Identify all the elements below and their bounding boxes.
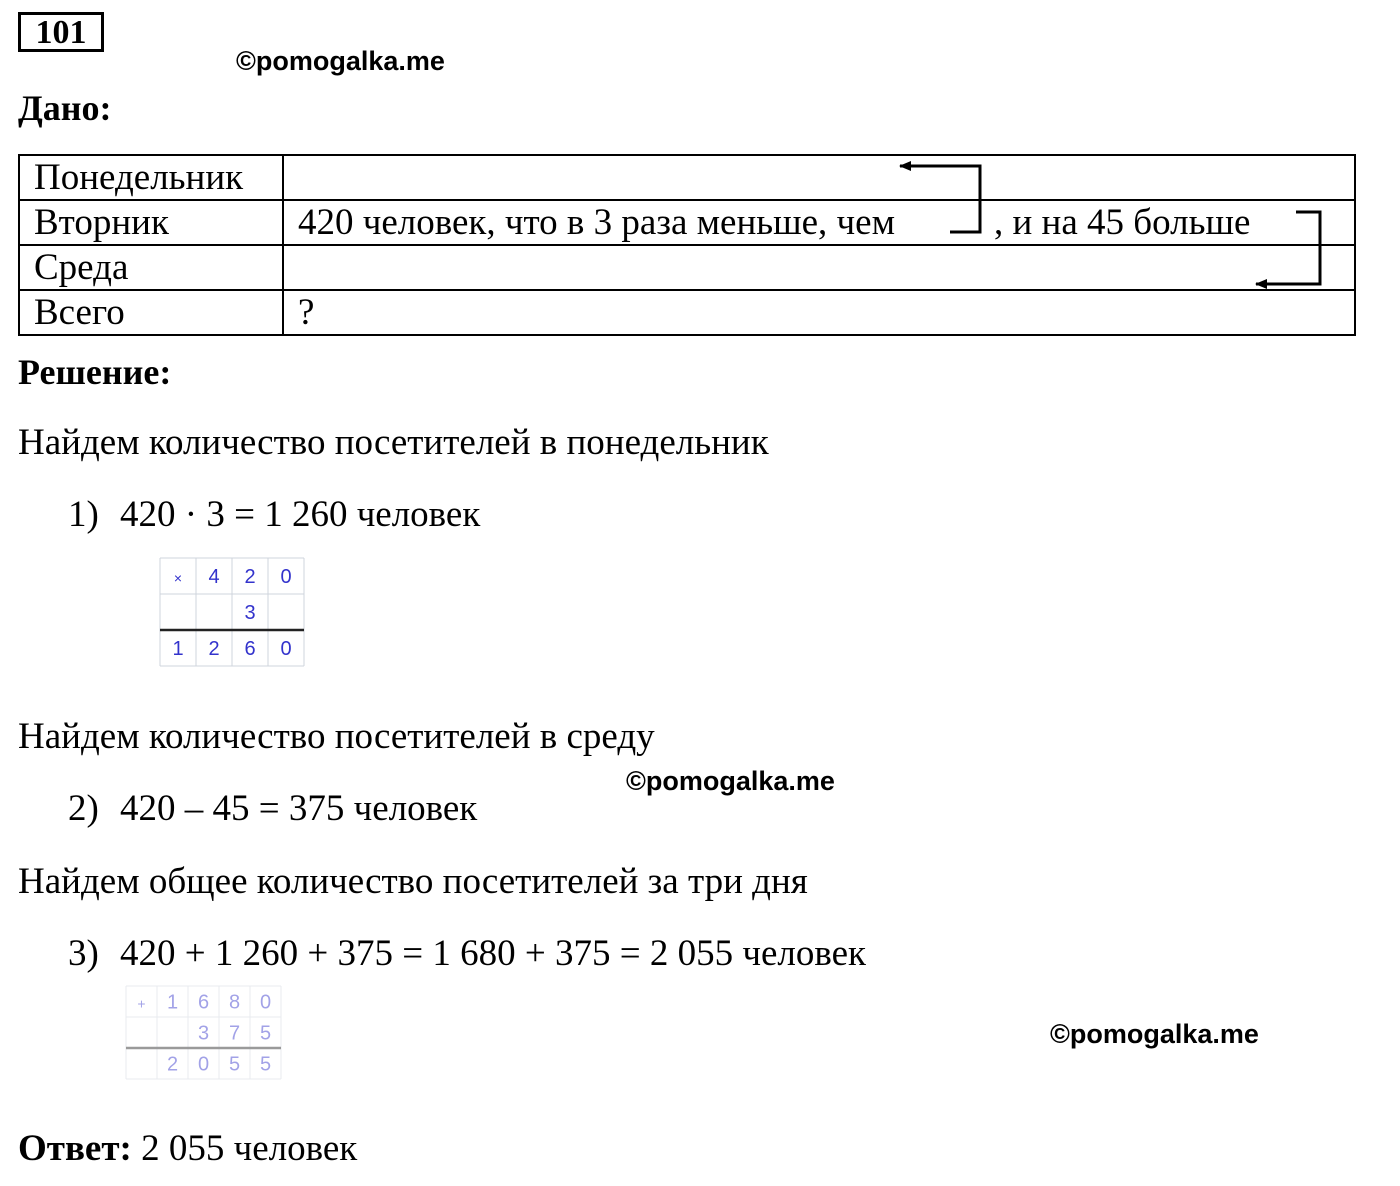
given-heading: Дано: <box>18 88 112 128</box>
digit: 1 <box>172 638 184 660</box>
step-3-number: 3) <box>68 933 99 974</box>
digit: 4 <box>208 566 220 588</box>
answer-line <box>18 1128 357 1170</box>
digit: 2 <box>208 638 220 660</box>
digit: 8 <box>228 991 241 1014</box>
answer-label: Ответ: <box>18 1128 132 1169</box>
day-cell: Среда <box>19 245 283 290</box>
watermark: ©pomogalka.me <box>626 766 835 796</box>
digit: 3 <box>244 602 256 624</box>
comparison-arrows <box>0 0 1400 400</box>
digit: 2 <box>166 1053 179 1076</box>
step-3-text: Найдем общее количество посетителей за три дня <box>18 861 808 902</box>
step-1-expression: 420 · 3 = 1 260 человек <box>120 494 481 535</box>
digit: 5 <box>259 1053 272 1076</box>
info-text: 420 человек, что в 3 раза меньше, чем <box>298 202 895 243</box>
info-cell: ? <box>283 290 1355 335</box>
arrow-to-wednesday <box>1256 212 1320 284</box>
digit: 0 <box>280 566 292 588</box>
step-2-expression: 420 – 45 = 375 человек <box>120 788 478 829</box>
digit: 1 <box>166 991 179 1014</box>
watermark: ©pomogalka.me <box>1050 1019 1259 1049</box>
digit: 7 <box>228 1022 241 1045</box>
digit: 3 <box>197 1022 210 1045</box>
digit: 5 <box>259 1022 272 1045</box>
answer-value: 2 055 человек <box>141 1128 358 1169</box>
step-3-expression: 420 + 1 260 + 375 = 1 680 + 375 = 2 055 человек <box>120 933 866 974</box>
digit: 0 <box>280 638 292 660</box>
step-2-text: Найдем количество посетителей в среду <box>18 716 655 757</box>
info-text-tail: , и на 45 больше <box>994 202 1251 243</box>
digit: 0 <box>197 1053 210 1076</box>
digit: × <box>173 570 183 586</box>
watermark: ©pomogalka.me <box>236 46 445 76</box>
digit: + <box>137 995 146 1012</box>
digit: 6 <box>244 638 256 660</box>
day-cell: Всего <box>19 290 283 335</box>
arrow-to-monday <box>900 166 980 232</box>
day-cell: Понедельник <box>19 155 283 200</box>
solution-heading: Решение: <box>18 352 172 392</box>
digit: 6 <box>197 991 210 1014</box>
column-addition <box>126 986 286 1084</box>
digit: 5 <box>228 1053 241 1076</box>
column-multiplication <box>160 558 306 670</box>
problem-number: 101 <box>18 12 104 52</box>
digit: 2 <box>244 566 256 588</box>
step-1-text: Найдем количество посетителей в понедельник <box>18 422 769 463</box>
step-1-number: 1) <box>68 494 99 535</box>
step-2-number: 2) <box>68 788 99 829</box>
day-cell: Вторник <box>19 200 283 245</box>
digit: 0 <box>259 991 272 1014</box>
